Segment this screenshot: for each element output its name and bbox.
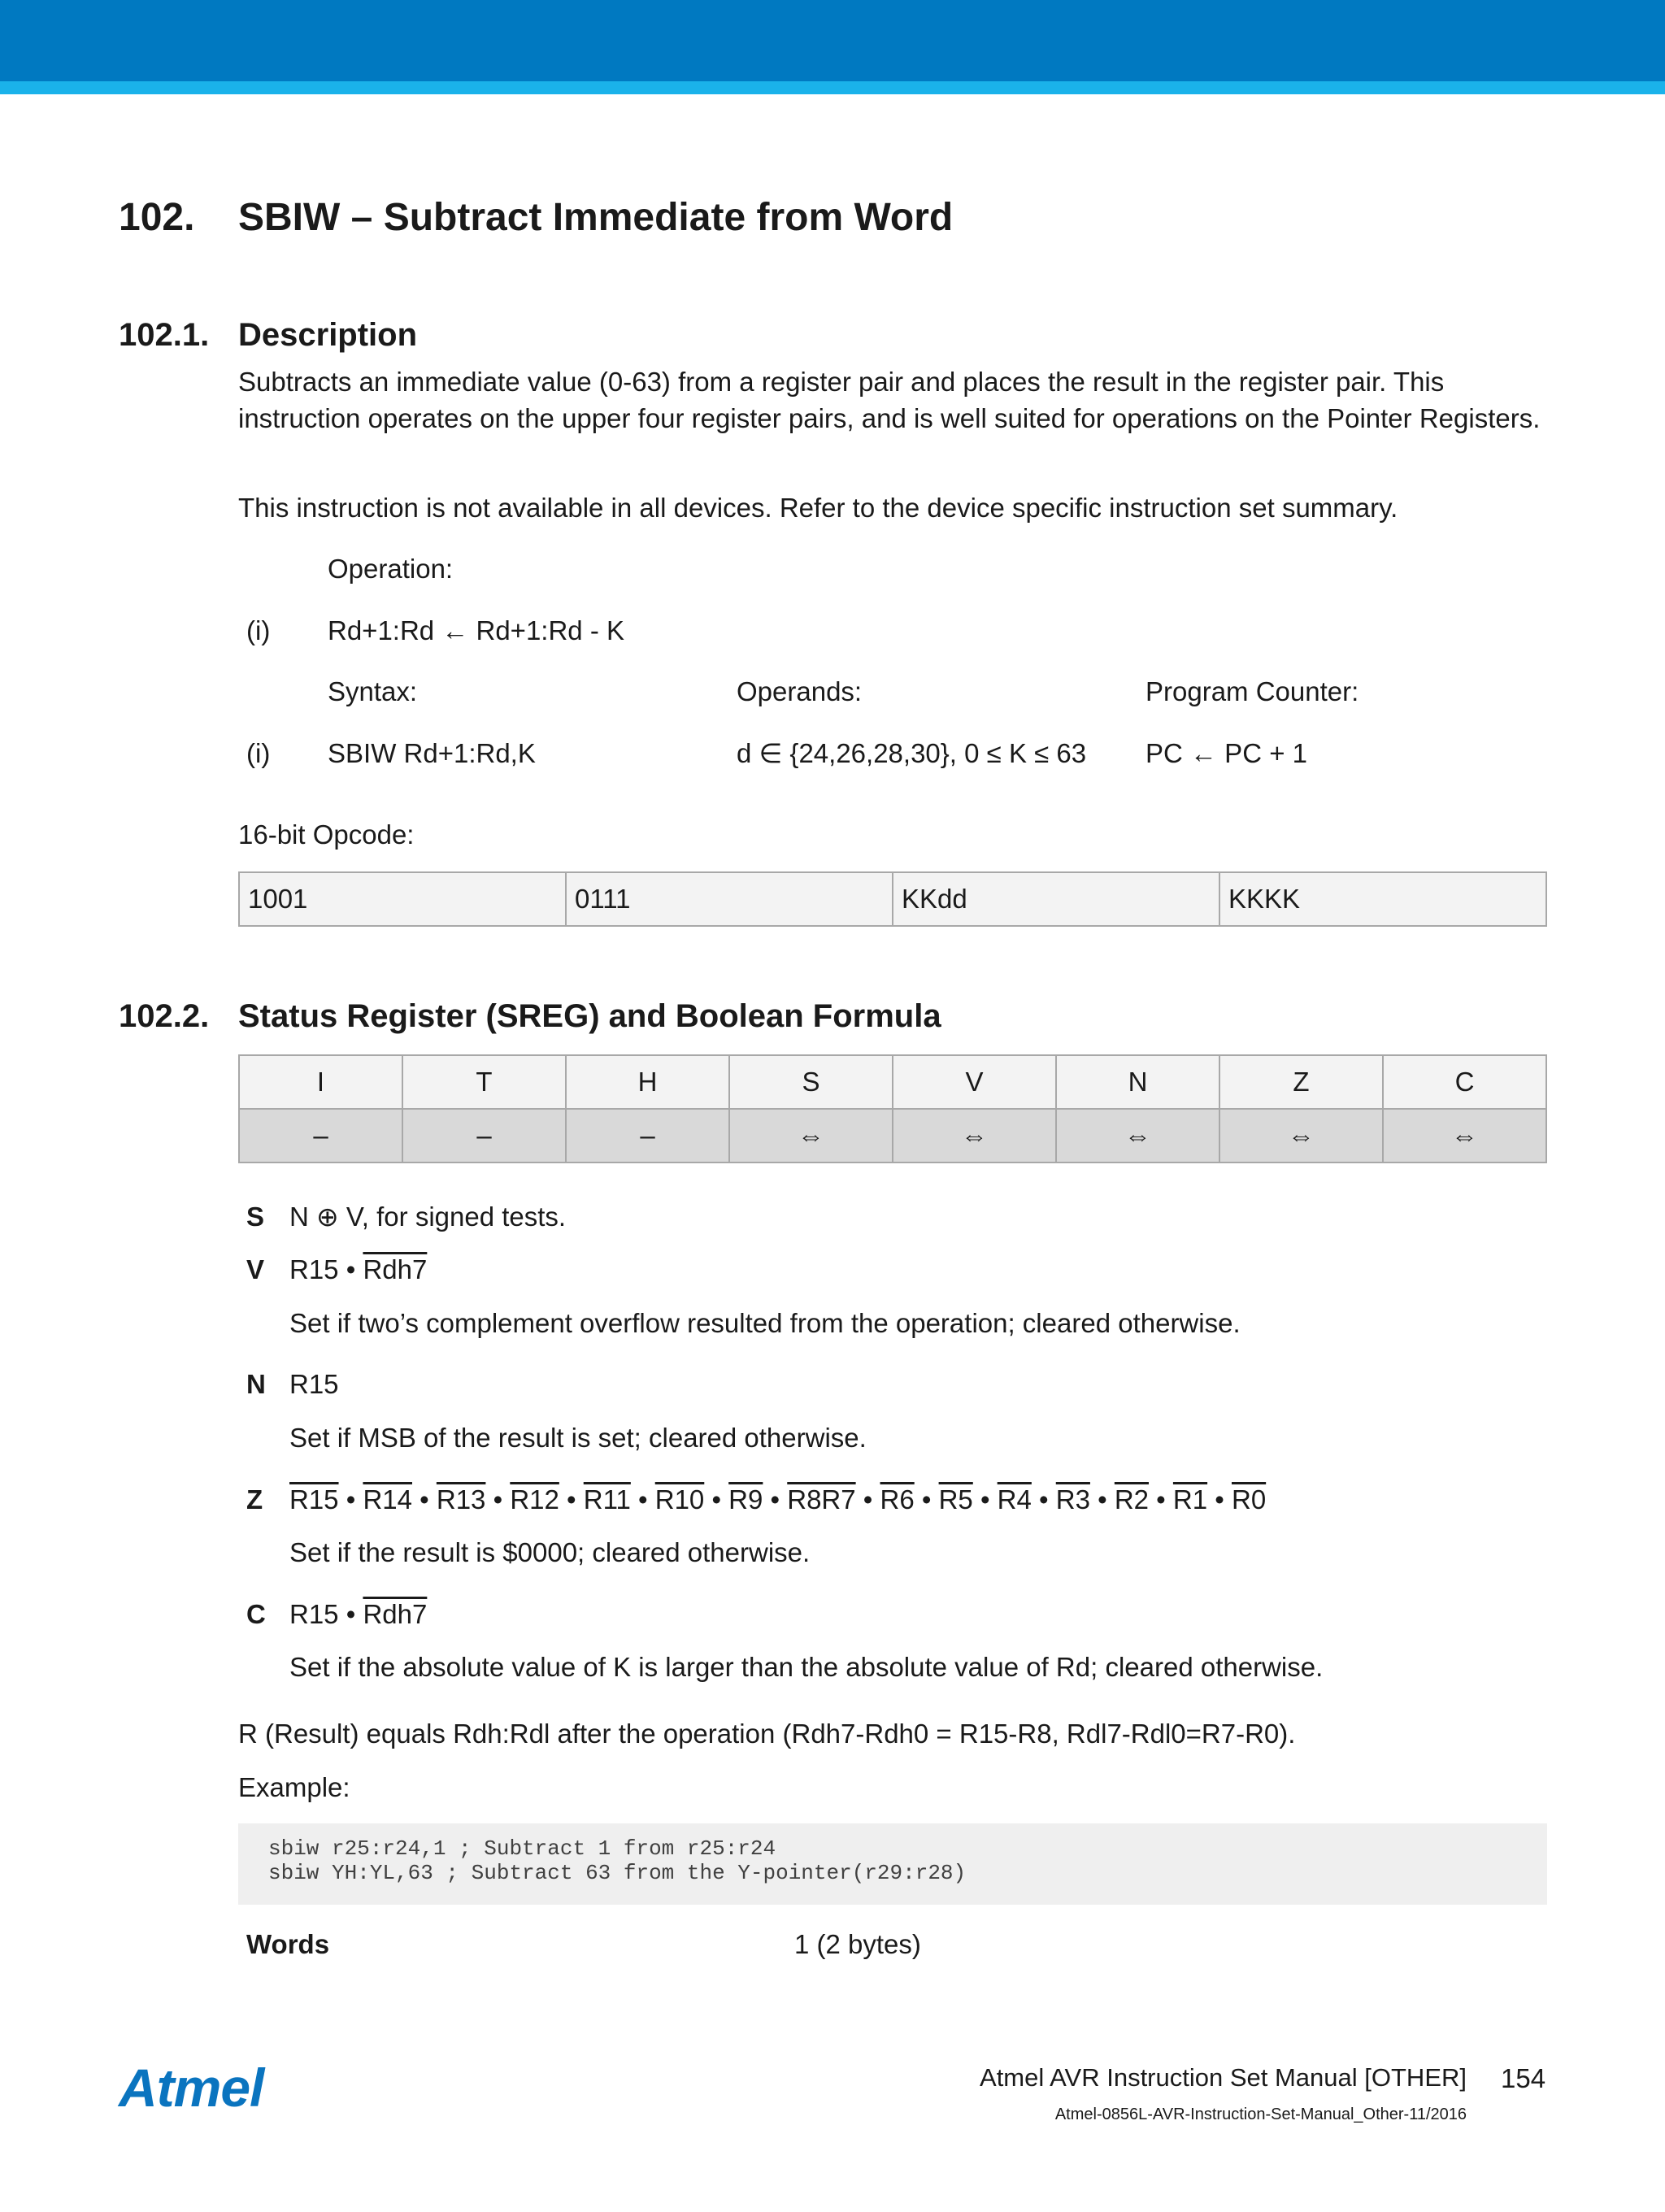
description-number: 102.1. [119,317,210,353]
sreg-value: ⇔ [1056,1109,1219,1162]
flag-c-formula-term: R15 • [289,1599,363,1629]
sreg-value: ⇔ [893,1109,1056,1162]
sreg-flag: S [729,1055,893,1109]
sreg-value: – [566,1109,729,1162]
description-paragraph-2: This instruction is not available in all devices. Refer to the device specific instruction set summary. [238,493,1398,523]
z-term: R5 [938,1484,973,1515]
z-sep: • [1089,1484,1115,1515]
flag-v-formula-term: R15 • [289,1254,363,1284]
z-term: R11 [583,1484,631,1515]
z-sep: • [855,1484,880,1515]
sreg-flag: T [402,1055,566,1109]
z-term: R15 [289,1484,339,1515]
z-term: R10 [654,1484,705,1515]
sreg-flag: H [566,1055,729,1109]
sreg-value: ⇔ [1219,1109,1383,1162]
syntax-index: (i) [246,738,271,768]
sreg-number: 102.2. [119,998,210,1034]
flag-s-formula: N ⊕ V, for signed tests. [289,1202,567,1232]
sreg-value: – [402,1109,566,1162]
flag-n-description: Set if MSB of the result is set; cleared otherwise. [289,1423,867,1453]
z-term: R9 [728,1484,763,1515]
page-number: 154 [1501,2063,1546,2093]
z-sep: • [1207,1484,1232,1515]
header-band-accent [0,81,1665,94]
z-term: R6 [880,1484,915,1515]
description-heading-text: Description [238,317,418,353]
sreg-value: ⇔ [1383,1109,1546,1162]
header-band [0,0,1665,81]
sreg-flag: Z [1219,1055,1383,1109]
z-term: R3 [1055,1484,1090,1515]
flag-v-formula [289,1254,427,1286]
operands-value: d ∈ {24,26,28,30}, 0 ≤ K ≤ 63 [737,738,1087,768]
flag-v-formula-overlined: Rdh7 [363,1254,428,1284]
code-example [238,1823,1547,1905]
z-sep: • [559,1484,584,1515]
flag-v-letter: V [246,1254,265,1284]
syntax-label: Syntax: [328,676,418,706]
program-counter-value: PC ← PC + 1 [1146,738,1307,768]
flag-c-description: Set if the absolute value of K is larger than the absolute value of Rd; cleared otherwise. [289,1652,1324,1682]
opcode-cell: 0111 [566,872,893,926]
z-sep: • [704,1484,729,1515]
z-term: R0 [1231,1484,1267,1515]
flag-z-letter: Z [246,1484,263,1515]
sreg-flag: I [239,1055,402,1109]
sreg-flag: V [893,1055,1056,1109]
opcode-cell: 1001 [239,872,566,926]
z-term: R13 [436,1484,486,1515]
example-label: Example: [238,1772,350,1802]
opcode-cell: KKKK [1219,872,1546,926]
z-sep: • [972,1484,998,1515]
flag-c-letter: C [246,1599,266,1629]
z-sep: • [1149,1484,1173,1515]
z-sep: • [630,1484,655,1515]
z-term: R1 [1172,1484,1208,1515]
flag-z-description: Set if the result is $0000; cleared otherwise. [289,1537,811,1567]
description-paragraph-1: Subtracts an immediate value (0-63) from a register pair and places the result in the register pair. This instruction operates on the upper four register pairs, and is well suited for operations on the Pointer Registers. [238,367,1541,433]
z-term: R2 [1114,1484,1150,1515]
z-sep: • [485,1484,511,1515]
opcode-cell: KKdd [893,872,1219,926]
z-term: R8R7 [787,1484,856,1515]
words-label: Words [246,1929,330,1959]
operation-index: (i) [246,615,271,645]
flag-c-formula [289,1598,427,1631]
footer-document-id: Atmel-0856L-AVR-Instruction-Set-Manual_Other-11/2016 [1054,2106,1467,2123]
flag-c-formula-overlined: Rdh7 [363,1599,428,1629]
sreg-value: – [239,1109,402,1162]
flag-z-formula [289,1484,1266,1516]
section-title-text: SBIW – Subtract Immediate from Word [238,196,954,239]
flag-v-description: Set if two’s complement overflow resulted from the operation; cleared otherwise. [289,1308,1241,1338]
z-sep: • [763,1484,788,1515]
sreg-flag: N [1056,1055,1219,1109]
footer-title: Atmel AVR Instruction Set Manual [OTHER] [980,2063,1467,2092]
flag-n-formula: R15 [289,1369,339,1399]
atmel-logo: Atmel [119,2058,264,2118]
z-sep: • [914,1484,939,1515]
z-sep: • [338,1484,363,1515]
code-line: sbiw r25:r24,1 ; Subtract 1 from r25:r24 [268,1836,776,1861]
sreg-table [238,1054,1547,1163]
code-line: sbiw YH:YL,63 ; Subtract 63 from the Y-pointer(r29:r28) [268,1861,967,1885]
result-note: R (Result) equals Rdh:Rdl after the operation (Rdh7-Rdh0 = R15-R8, Rdl7-Rdl0=R7-R0). [238,1719,1296,1749]
description-heading [119,317,417,354]
sreg-flag: C [1383,1055,1546,1109]
words-value: 1 (2 bytes) [794,1929,921,1959]
z-sep: • [1031,1484,1056,1515]
section-number: 102. [119,196,195,239]
opcode-table [238,871,1547,927]
z-term: R12 [510,1484,559,1515]
opcode-label: 16-bit Opcode: [238,819,415,850]
sreg-value: ⇔ [729,1109,893,1162]
syntax-value: SBIW Rd+1:Rd,K [328,738,536,768]
z-term: R14 [363,1484,412,1515]
program-counter-label: Program Counter: [1146,676,1359,706]
operands-label: Operands: [737,676,863,706]
z-term: R4 [997,1484,1032,1515]
section-title [119,195,953,240]
flag-s-letter: S [246,1202,265,1232]
operation-label: Operation: [328,554,454,584]
z-sep: • [411,1484,437,1515]
flag-n-letter: N [246,1369,266,1399]
sreg-heading [119,998,941,1035]
sreg-heading-text: Status Register (SREG) and Boolean Formula [238,998,941,1034]
operation-formula: Rd+1:Rd ← Rd+1:Rd - K [328,615,624,645]
